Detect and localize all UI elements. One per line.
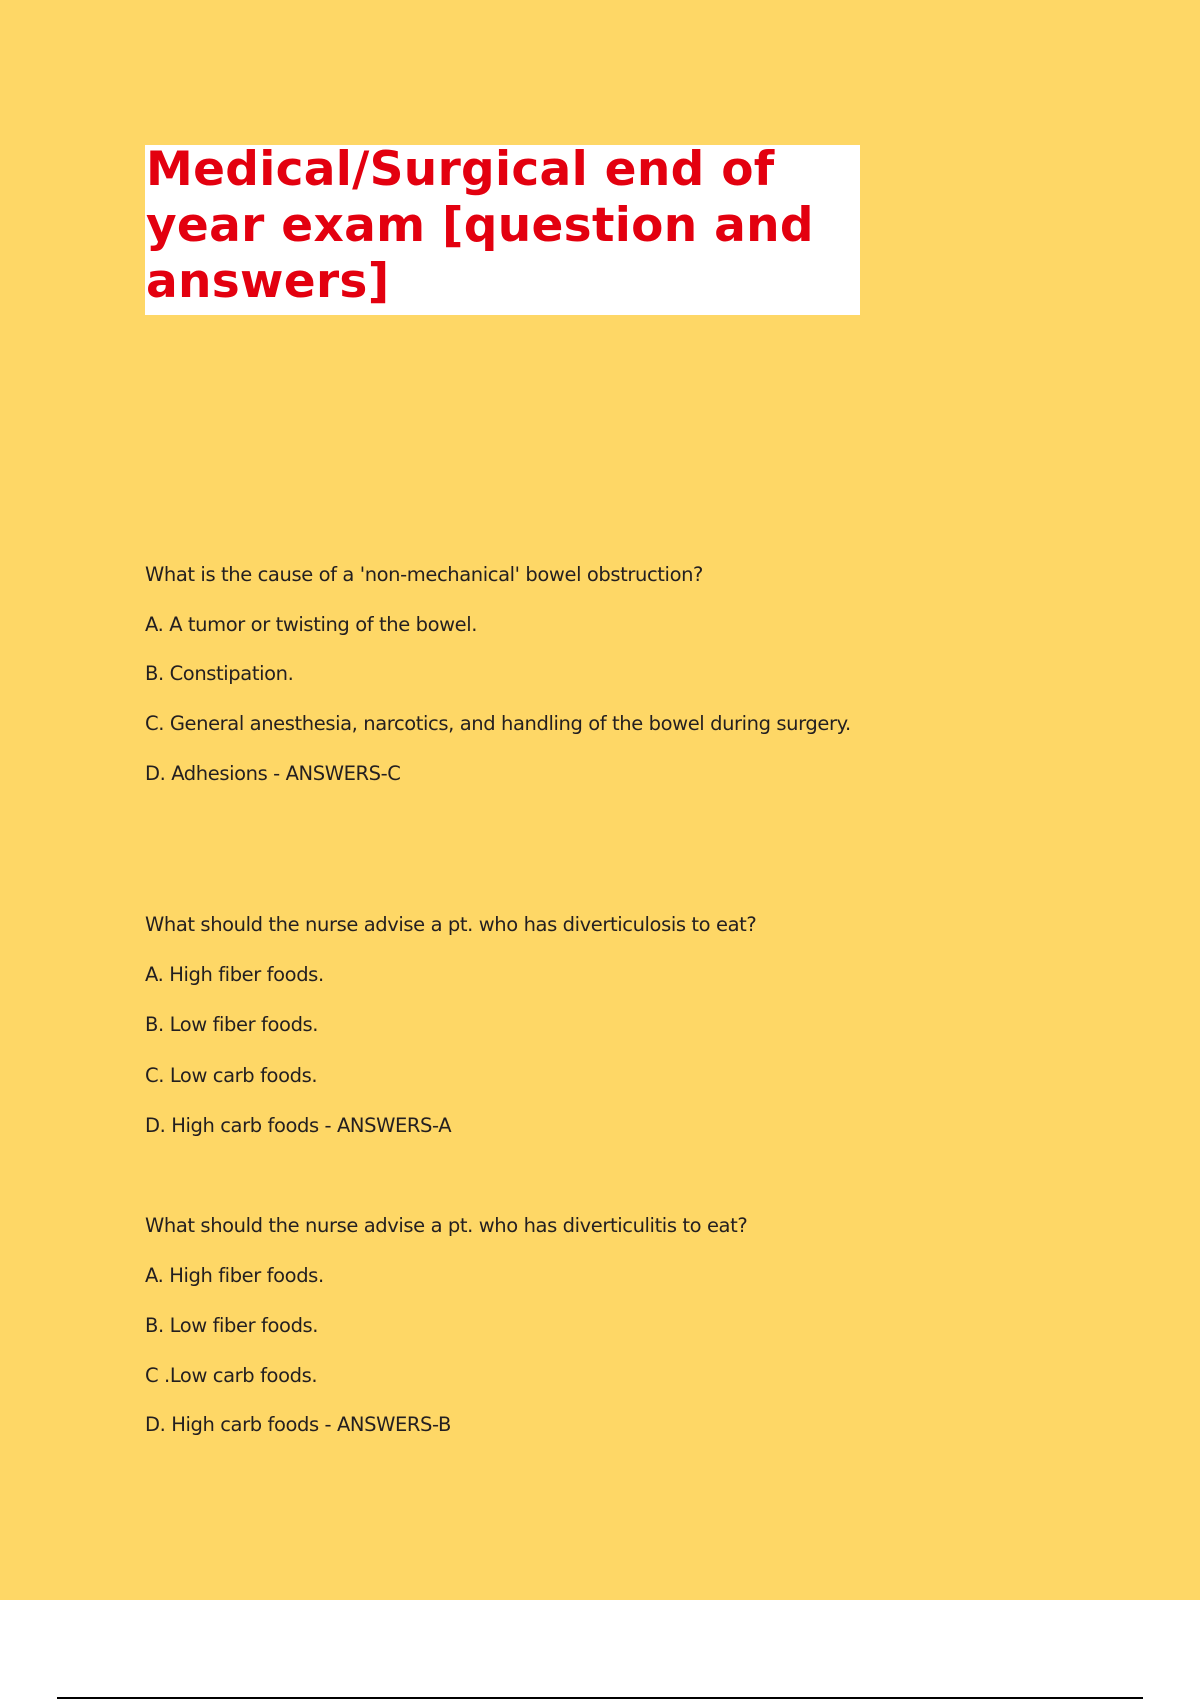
question-3-option-b: B. Low fiber foods. (145, 1314, 319, 1337)
question-3-option-a: A. High fiber foods. (145, 1264, 324, 1287)
question-1-option-c: C. General anesthesia, narcotics, and handling of the bowel during surgery. (145, 712, 851, 735)
footer-rule (57, 1697, 1143, 1699)
question-1-option-a: A. A tumor or twisting of the bowel. (145, 613, 478, 636)
document-title: Medical/Surgical end of year exam [question and answers] (146, 142, 814, 309)
question-1-option-b: B. Constipation. (145, 662, 294, 685)
question-2-option-b: B. Low fiber foods. (145, 1013, 319, 1036)
question-3-option-c: C .Low carb foods. (145, 1364, 318, 1387)
question-2-text: What should the nurse advise a pt. who has diverticulosis to eat? (145, 913, 757, 936)
question-1-text: What is the cause of a 'non-mechanical' bowel obstruction? (145, 563, 704, 586)
question-1-option-d: D. Adhesions - ANSWERS-C (145, 762, 401, 785)
question-3-option-d: D. High carb foods - ANSWERS-B (145, 1413, 451, 1436)
question-2-option-c: C. Low carb foods. (145, 1064, 318, 1087)
question-3-text: What should the nurse advise a pt. who has diverticulitis to eat? (145, 1214, 748, 1237)
question-2-option-a: A. High fiber foods. (145, 963, 324, 986)
question-2-option-d: D. High carb foods - ANSWERS-A (145, 1114, 452, 1137)
